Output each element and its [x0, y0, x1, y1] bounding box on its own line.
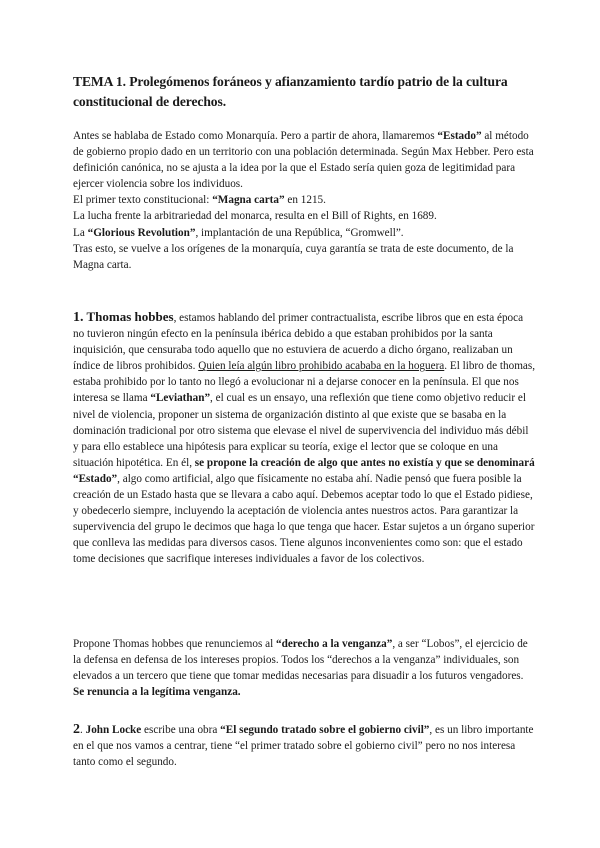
hobbes-section — [73, 309, 535, 568]
locke-work-title: “El segundo tratado sobre el gobierno civil” — [220, 724, 430, 736]
section-dot: . — [80, 724, 86, 736]
underlined-text: Quien leía algún libro prohibido acababa en la hoguera — [198, 360, 445, 373]
magna-carta-term: “Magna carta” — [212, 194, 285, 207]
magna-carta-line — [73, 192, 535, 208]
venganza-section — [73, 636, 535, 700]
hobbes-text: , estamos hablando del primer contractualista, escribe libros que en esta época no tuvieron ningún efecto en la península ibérica debido a que estaban prohibidos por la santa inquisición, que censuraba todo aquello que no estuviera de acuerdo a dicho órgano, realizaban un índice de libros prohibidos. — [73, 312, 524, 373]
locke-text-2: , es un libro importante en el que nos vamos a centrar, tiene “el primer tratado sobre el gobierno civil” pero no nos interesa tanto como el segundo. — [73, 724, 534, 769]
hobbes-text-4: , algo como artificial, algo que físicamente no estaba ahí. Nadie pensó que fuera posible la creación de un Estado hasta que se llevara a cabo aquí. Debemos aceptar todo lo que el Estado pidiese, y obedecerlo siempre, incluyendo la aceptación de violencia antes nuestros actos. Para garantizar la supervivencia del grupo le decimos que haga lo que tenga que hacer. Estar sujetos a un órgano superior que conlleva las medidas para diversos casos. Tiene algunos inconvenientes como son: que el estado tome decisiones que sacrifique intereses individuales a favor de los colectivos. — [73, 472, 535, 566]
venganza-conclusion: Se renuncia a la legítima venganza. — [73, 686, 241, 699]
glorious-text: La — [73, 226, 88, 239]
magna-carta-year: en 1215. — [284, 194, 326, 207]
monarchy-return-line: Tras esto, se vuelve a los orígenes de la monarquía, cuya garantía se trata de este documento, de la Magna carta. — [73, 242, 514, 271]
hobbes-text-2: . El libro de thomas, estaba prohibido por lo tanto no llegó a evolucionar ni a dejarse conocer en la península. El que nos interesa se llama — [73, 360, 536, 405]
locke-section — [73, 722, 535, 770]
venganza-paragraph — [73, 636, 535, 700]
locke-text: escribe una obra — [141, 724, 221, 736]
venganza-text-2: , a ser “Lobos”, el ejercicio de la defensa en defensa de los intereses propios. Todos los “derechos a la venganza” individuales, son elevados a un tercero que tiene que tomar medidas necesarias para disuadir a los futuros vengadores. — [73, 638, 528, 683]
bill-of-rights-line: La lucha frente la arbitrariedad del monarca, resulta en el Bill of Rights, en 1689. — [73, 210, 437, 223]
locke-paragraph — [73, 722, 535, 770]
glorious-term: “Glorious Revolution” — [87, 226, 196, 239]
glorious-revolution-line — [73, 225, 535, 241]
venganza-term: “derecho a la venganza” — [276, 638, 393, 650]
intro-section — [73, 128, 535, 273]
hobbes-heading: Thomas hobbes — [83, 309, 174, 324]
leviathan-term: “Leviathan” — [150, 392, 211, 405]
hobbes-paragraph — [73, 309, 535, 568]
venganza-text: Propone Thomas hobbes que renunciemos al — [73, 638, 276, 650]
locke-heading: John Locke — [85, 724, 142, 736]
estado-creation-term: se propone la creación de algo que antes no existía y que se denominará “Estado” — [73, 456, 535, 485]
intro-text-cont: al método de gobierno propio dado en un territorio con una población determinada. Según Max Hebber. Pero esta definición canónica, no se ajusta a la idea por la que el Estado sería quien goza de legitimidad para ejercer violencia sobre los individuos. — [73, 130, 534, 191]
page-title: TEMA 1. Prolegómenos foráneos y afianzamiento tardío patrio de la cultura constitucional de derechos. — [73, 74, 508, 109]
estado-term: “Estado” — [437, 130, 482, 142]
section-number: 1. — [73, 310, 84, 325]
intro-paragraph — [73, 128, 535, 192]
section-number-2: 2 — [73, 722, 80, 737]
hobbes-text-3: , el cual es un ensayo, una reflexión que tiene como objetivo reducir el nivel de violencia, proponer un sistema de organización distinto al que existe que se basaba en la dominación tradicional por otro sistema que elevase el nivel de supervivencia del individuo más débil y para ello establece una hipótesis para explicar su teoría, exige el lector que se coloque en una situación hipotética. En él, — [73, 392, 529, 469]
magna-carta-text: El primer texto constitucional: — [73, 194, 213, 207]
intro-text: Antes se hablaba de Estado como Monarquía. Pero a partir de ahora, llamaremos — [73, 130, 438, 142]
glorious-text-cont: , implantación de una República, “Gromwell”. — [195, 226, 404, 239]
